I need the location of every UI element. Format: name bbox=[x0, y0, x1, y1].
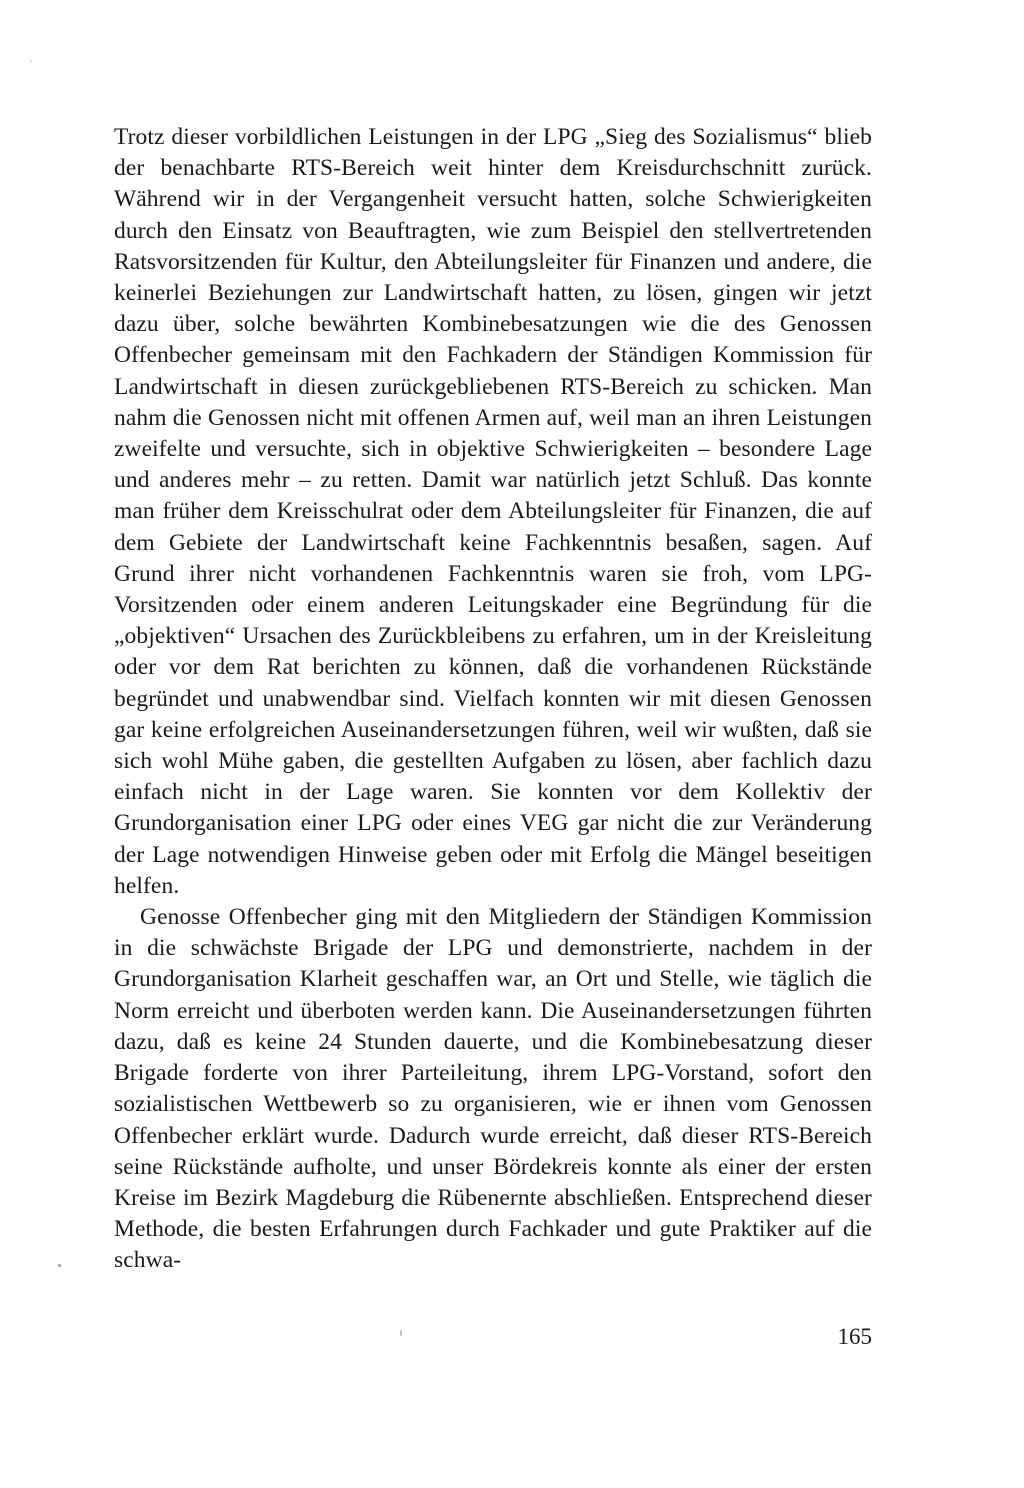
paper-speck bbox=[58, 1264, 61, 1267]
paragraph-2: Genosse Offenbecher ging mit den Mitgliedern der Ständigen Kommission in die schwächste Brigade der LPG und demonstrierte, nachdem in der Grundorganisation Klarheit geschaffen war, an Ort und Stelle, wie täglich die Norm erreicht und überboten werden kann. Die Auseinandersetzungen führten dazu, daß es keine 24 Stunden dauerte, und die Kombinebesatzung dieser Brigade forderte von ihrer Parteileitung, ihrem LPG-Vorstand, sofort den sozialistischen Wettbewerb so zu organisieren, wie er ihnen vom Genossen Offenbecher erklärt wurde. Dadurch wurde erreicht, daß dieser RTS-Bereich seine Rückstände aufholte, und unser Bördekreis konnte als einer der ersten Kreise im Bezirk Magdeburg die Rübenernte abschließen. Entsprechend dieser Methode, die besten Erfahrungen durch Fachkader und gute Praktiker auf die schwa- bbox=[114, 904, 872, 1274]
paper-speck bbox=[30, 60, 32, 62]
page-number: 165 bbox=[837, 1324, 872, 1349]
paragraph-1: Trotz dieser vorbildlichen Leistungen in der LPG „Sieg des Sozialismus“ blieb der benachbarte RTS-Bereich weit hinter dem Kreisdurchschnitt zurück. Während wir in der Vergangenheit versucht hatten, solche Schwierigkeiten durch den Einsatz von Beauftragten, wie zum Beispiel den stellvertretenden Ratsvorsitzenden für Kultur, den Abteilungsleiter für Finanzen und andere, die keinerlei Beziehungen zur Landwirtschaft hatten, zu lösen, gingen wir jetzt dazu über, solche bewährten Kombinebesatzungen wie die des Genossen Offenbecher gemeinsam mit den Fachkadern der Ständigen Kommission für Landwirtschaft in diesen zurückgebliebenen RTS-Bereich zu schicken. Man nahm die Genossen nicht mit offenen Armen auf, weil man an ihren Leistungen zweifelte und versuchte, sich in objektive Schwierigkeiten – besondere Lage und anderes mehr – zu retten. Damit war natürlich jetzt Schluß. Das konnte man früher dem Kreisschulrat oder dem Abteilungsleiter für Finanzen, die auf dem Gebiete der Landwirtschaft keine Fachkenntnis besaßen, sagen. Auf Grund ihrer nicht vorhandenen Fachkenntnis waren sie froh, vom LPG-Vorsitzenden oder einem anderen Leitungskader eine Begründung für die „objektiven“ Ursachen des Zurückbleibens zu erfahren, um in der Kreisleitung oder vor dem Rat berichten zu können, daß die vorhandenen Rückstände begründet und unabwendbar sind. Vielfach konnten wir mit diesen Genossen gar keine erfolgreichen Auseinandersetzungen führen, weil wir wußten, daß sie sich wohl Mühe gaben, die gestellten Aufgaben zu lösen, aber fachlich dazu einfach nicht in der Lage waren. Sie konnten vor dem Kollektiv der Grundorganisation einer LPG oder eines VEG gar nicht die zur Veränderung der Lage notwendigen Hinweise geben oder mit Erfolg die Mängel beseitigen helfen. bbox=[114, 124, 872, 899]
paper-speck bbox=[400, 1330, 402, 1336]
body-text bbox=[114, 122, 872, 1277]
